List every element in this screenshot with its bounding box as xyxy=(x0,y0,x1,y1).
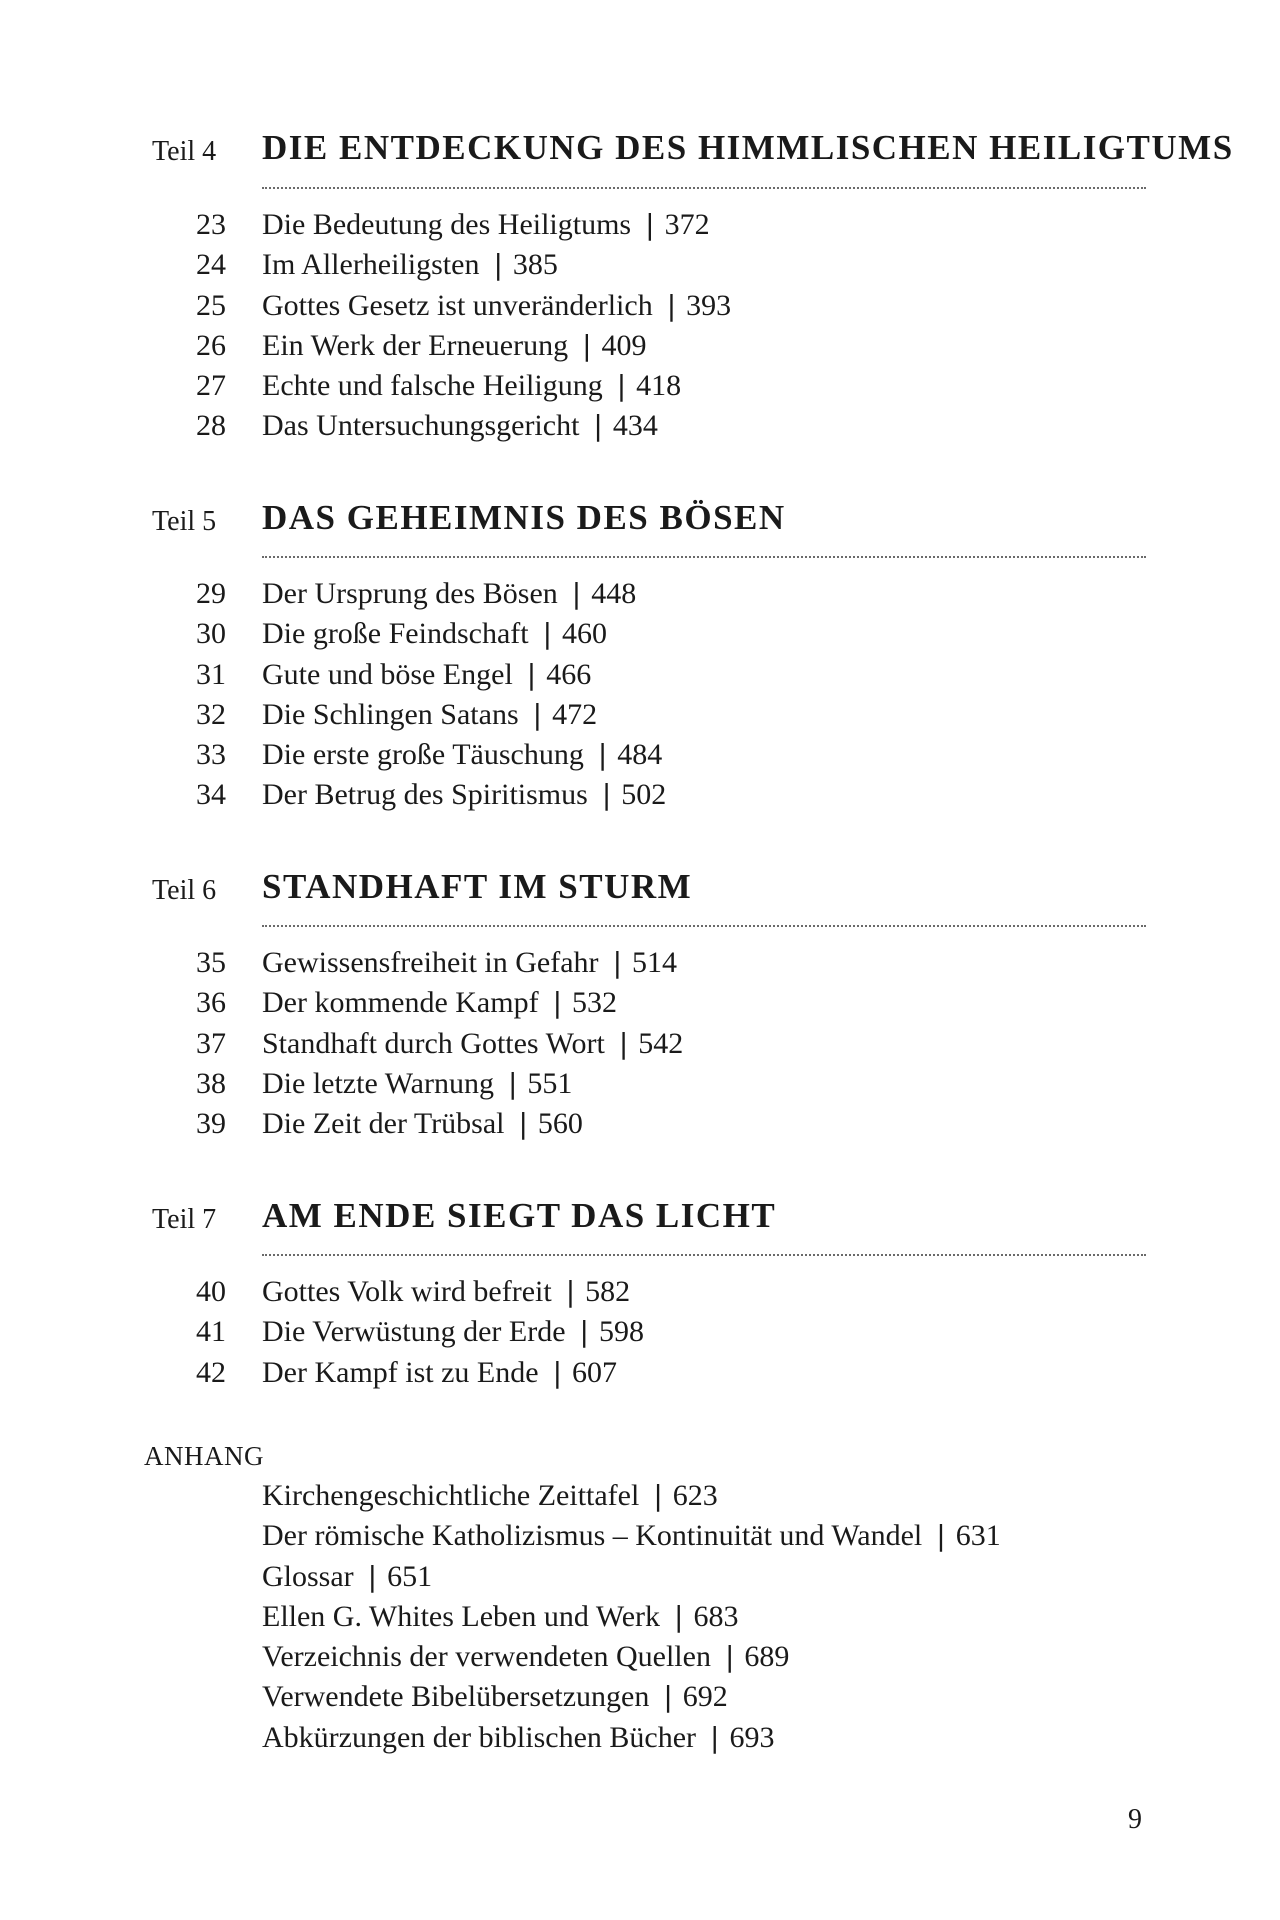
chapter-number: 40 xyxy=(196,1275,226,1308)
toc-entry[interactable] xyxy=(0,406,1280,446)
separator: | xyxy=(601,778,612,812)
toc-entry[interactable] xyxy=(0,695,1280,735)
page-ref: 560 xyxy=(537,1107,583,1141)
part-heading xyxy=(0,498,1280,542)
chapter-list xyxy=(0,205,1280,447)
page-ref: 514 xyxy=(632,946,677,979)
entry-title: Verzeichnis der verwendeten Quellen xyxy=(262,1640,711,1674)
part-heading xyxy=(0,867,1280,911)
separator: | xyxy=(618,1026,629,1060)
chapter-title: Der Ursprung des Bösen xyxy=(262,577,558,610)
toc-entry[interactable] xyxy=(0,1597,1280,1637)
chapter-title: Die Schlingen Satans xyxy=(262,697,519,731)
chapter-list xyxy=(0,1272,1280,1393)
page-ref: 598 xyxy=(598,1315,644,1349)
page-ref: 532 xyxy=(572,986,618,1020)
chapter-title: Standhaft durch Gottes Wort xyxy=(262,1026,605,1060)
separator: | xyxy=(663,1680,673,1714)
toc-entry[interactable] xyxy=(0,245,1280,285)
chapter-number: 42 xyxy=(196,1355,226,1389)
chapter-number: 25 xyxy=(196,288,226,322)
chapter-list xyxy=(0,574,1280,816)
toc-entry[interactable] xyxy=(0,286,1280,326)
separator: | xyxy=(593,409,603,443)
separator: | xyxy=(616,369,627,403)
entry-title: Kirchengeschichtliche Zeittafel xyxy=(262,1479,640,1512)
separator: | xyxy=(724,1640,735,1674)
chapter-number: 39 xyxy=(196,1107,226,1141)
entry-title: Verwendete Bibelübersetzungen xyxy=(262,1680,650,1714)
page-ref: 582 xyxy=(585,1275,631,1308)
toc-entry[interactable] xyxy=(0,1272,1280,1312)
page-number: 9 xyxy=(1128,1804,1142,1835)
separator: | xyxy=(710,1720,720,1754)
entry-title: Ellen G. Whites Leben und Werk xyxy=(262,1599,661,1633)
toc-entry[interactable] xyxy=(0,205,1280,245)
chapter-title: Die Bedeutung des Heiligtums xyxy=(262,208,632,241)
part-label: Teil 5 xyxy=(152,506,217,537)
toc-entry[interactable] xyxy=(0,1718,1280,1758)
chapter-title: Der Betrug des Spiritismus xyxy=(262,778,588,812)
toc-entry[interactable] xyxy=(0,326,1280,366)
entry-title: Der römische Katholizismus – Kontinuität und Wandel xyxy=(262,1519,923,1553)
separator: | xyxy=(612,946,622,979)
separator: | xyxy=(674,1599,684,1633)
dotted-divider xyxy=(262,556,1146,558)
part-label: Teil 7 xyxy=(152,1204,217,1235)
chapter-number: 36 xyxy=(196,986,226,1020)
chapter-title: Echte und falsche Heiligung xyxy=(262,369,603,403)
part-label: Teil 4 xyxy=(152,136,217,167)
separator: | xyxy=(579,1315,589,1349)
page-ref: 393 xyxy=(686,288,732,322)
toc-entry[interactable] xyxy=(0,1476,1280,1516)
page-ref: 631 xyxy=(955,1519,1001,1553)
separator: | xyxy=(597,738,608,772)
separator: | xyxy=(666,288,677,322)
page-ref: 472 xyxy=(552,697,598,731)
chapter-number: 37 xyxy=(196,1026,226,1060)
separator: | xyxy=(936,1519,946,1553)
separator: | xyxy=(518,1107,528,1141)
appendix-list xyxy=(0,1476,1280,1758)
chapter-number: 28 xyxy=(196,409,226,443)
separator: | xyxy=(552,986,563,1020)
part-label: Teil 6 xyxy=(152,875,217,906)
toc-entry[interactable] xyxy=(0,1312,1280,1352)
toc-entry[interactable] xyxy=(0,655,1280,695)
chapter-title: Ein Werk der Erneuerung xyxy=(262,328,569,362)
separator: | xyxy=(532,697,543,731)
chapter-number: 41 xyxy=(196,1315,226,1349)
dotted-divider xyxy=(262,1254,1146,1256)
chapter-title: Die Zeit der Trübsal xyxy=(262,1107,505,1141)
toc-entry[interactable] xyxy=(0,574,1280,614)
part-title: STANDHAFT IM STURM xyxy=(262,867,693,906)
page-ref: 484 xyxy=(617,738,663,772)
separator: | xyxy=(565,1275,576,1308)
toc-entry[interactable] xyxy=(0,735,1280,775)
chapter-number: 31 xyxy=(196,657,226,691)
page-ref: 551 xyxy=(527,1066,573,1100)
page-ref: 693 xyxy=(729,1720,775,1754)
chapter-title: Der kommende Kampf xyxy=(262,986,539,1020)
dotted-divider xyxy=(262,925,1146,927)
chapter-title: Gute und böse Engel xyxy=(262,657,513,691)
toc-entry[interactable] xyxy=(0,775,1280,815)
appendix-label: ANHANG xyxy=(144,1441,264,1471)
entry-title: Glossar xyxy=(262,1559,354,1593)
page-ref: 542 xyxy=(638,1026,684,1060)
part-heading xyxy=(0,128,1280,172)
chapter-number: 24 xyxy=(196,248,226,282)
chapter-title: Die letzte Warnung xyxy=(262,1066,494,1100)
separator: | xyxy=(571,577,582,610)
entry-title: Abkürzungen der biblischen Bücher xyxy=(262,1720,697,1754)
separator: | xyxy=(645,208,655,241)
chapter-number: 27 xyxy=(196,369,226,403)
toc-entry[interactable] xyxy=(0,614,1280,654)
chapter-title: Gottes Gesetz ist unveränderlich xyxy=(262,288,653,322)
part-title: DIE ENTDECKUNG DES HIMMLISCHEN HEILIGTUMS xyxy=(262,128,1234,167)
page-ref: 385 xyxy=(512,248,558,282)
page-ref: 418 xyxy=(636,369,682,403)
page-ref: 689 xyxy=(744,1640,790,1674)
page-ref: 683 xyxy=(693,1599,739,1633)
chapter-title: Der Kampf ist zu Ende xyxy=(262,1355,539,1389)
separator: | xyxy=(542,617,553,651)
chapter-title: Die erste große Täuschung xyxy=(262,738,584,772)
chapter-number: 35 xyxy=(196,946,226,979)
chapter-title: Gottes Volk wird befreit xyxy=(262,1275,552,1308)
chapter-title: Die Verwüstung der Erde xyxy=(262,1315,566,1349)
toc-entry[interactable] xyxy=(0,1637,1280,1677)
page-ref: 651 xyxy=(387,1559,433,1593)
page-ref: 448 xyxy=(591,577,637,610)
separator: | xyxy=(526,657,537,691)
dotted-divider xyxy=(262,187,1146,189)
toc-entry[interactable] xyxy=(0,1024,1280,1064)
chapter-title: Die große Feindschaft xyxy=(262,617,529,651)
chapter-number: 34 xyxy=(196,778,226,812)
page-ref: 372 xyxy=(664,208,710,241)
chapter-number: 29 xyxy=(196,577,226,610)
toc-entry[interactable] xyxy=(0,1064,1280,1104)
separator: | xyxy=(582,328,592,362)
chapter-number: 32 xyxy=(196,697,226,731)
toc-entry[interactable] xyxy=(0,1677,1280,1717)
page-ref: 409 xyxy=(601,328,647,362)
chapter-number: 33 xyxy=(196,738,226,772)
part-title: AM ENDE SIEGT DAS LICHT xyxy=(262,1196,777,1235)
page-ref: 502 xyxy=(621,778,667,812)
page-ref: 692 xyxy=(682,1680,728,1714)
toc-entry[interactable] xyxy=(0,1557,1280,1597)
separator: | xyxy=(552,1355,563,1389)
toc-entry[interactable] xyxy=(0,1104,1280,1144)
toc-entry[interactable] xyxy=(0,366,1280,406)
separator: | xyxy=(367,1559,378,1593)
chapter-number: 23 xyxy=(196,208,226,241)
page-ref: 466 xyxy=(546,657,592,691)
chapter-title: Das Untersuchungsgericht xyxy=(262,409,580,443)
page-ref: 607 xyxy=(572,1355,618,1389)
chapter-number: 26 xyxy=(196,328,226,362)
part-heading xyxy=(0,1196,1280,1240)
separator: | xyxy=(507,1066,518,1100)
chapter-title: Gewissensfreiheit in Gefahr xyxy=(262,946,599,979)
toc-entry[interactable] xyxy=(0,1516,1280,1556)
chapter-number: 38 xyxy=(196,1066,226,1100)
chapter-number: 30 xyxy=(196,617,226,651)
toc-entry[interactable] xyxy=(0,943,1280,983)
toc-entry[interactable] xyxy=(0,983,1280,1023)
page-ref: 460 xyxy=(562,617,608,651)
separator: | xyxy=(653,1479,663,1512)
chapter-list xyxy=(0,943,1280,1144)
chapter-title: Im Allerheiligsten xyxy=(262,248,480,282)
part-title: DAS GEHEIMNIS DES BÖSEN xyxy=(262,498,786,537)
page-ref: 434 xyxy=(612,409,658,443)
page-ref: 623 xyxy=(672,1479,718,1512)
toc-entry[interactable] xyxy=(0,1353,1280,1393)
separator: | xyxy=(493,248,503,282)
